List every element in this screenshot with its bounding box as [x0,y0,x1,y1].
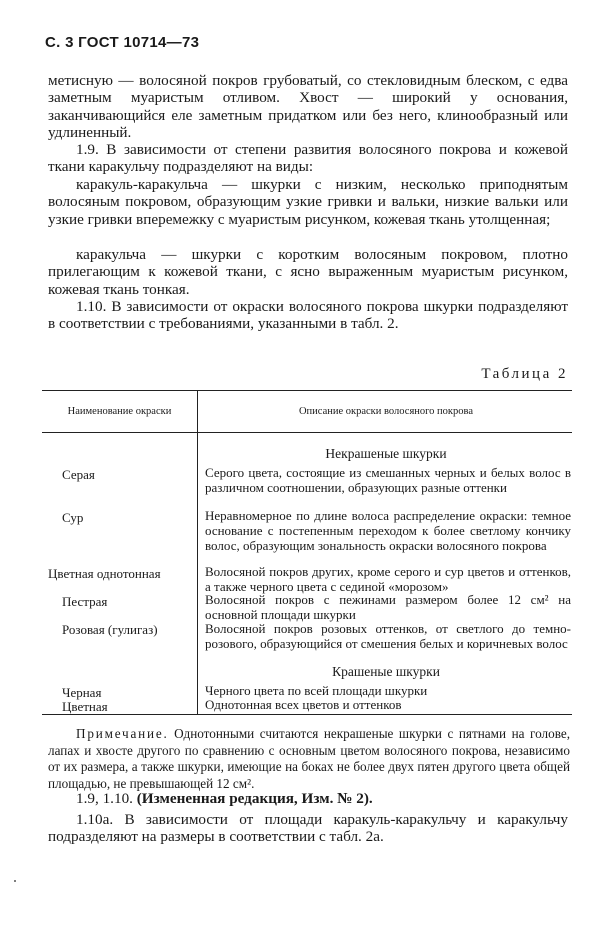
row-name-gray: Серая [62,467,95,482]
table-top-border [42,390,572,391]
column-header-color-description: Описание окраски волосяного покрова [298,405,474,417]
row-desc-colored: Однотонная всех цветов и оттенков [205,697,402,712]
table-column-divider [197,390,198,714]
paragraph-1-10: 1.10. В зависимости от окраски волосяного покрова шкурки подразделяют в соответствии с требованиями, указанными в табл. 2. [48,298,568,333]
row-desc-motley: Волосяной покров с пежинами размером более 12 см² на основной площади шкурки [205,592,571,623]
table-header-border [42,432,572,433]
paragraph-continuation: метисную — волосяной покров грубоватый, со стекловидным блеском, с едва заметным муаристым отливом. Хвост — широкий у основания, заканчивающийся еле заметным придатком или без него, клинообразный или удлиненный. [48,72,568,142]
row-name-black: Черная [62,685,102,700]
scan-speck [14,880,16,882]
table-title: Таблица 2 [481,366,568,382]
row-name-motley: Пестрая [62,594,108,609]
row-name-colored: Цветная [62,699,108,714]
row-name-sur: Сур [62,510,84,525]
row-name-pink: Розовая (гулигаз) [62,622,158,637]
paragraph-1-10a: 1.10а. В зависимости от площади каракуль-каракульчу и каракульчу подразделяют на размеры в соответствии с табл. 2а. [48,811,568,846]
paragraph-karakulcha: каракульча — шкурки с коротким волосяным покровом, плотно прилегающим к кожевой ткани, с ясно выраженным муаристым рисунком, кожевая ткань тонкая. [48,246,568,298]
amendment-line [48,790,568,807]
row-name-solid-color: Цветная однотонная [48,566,161,581]
column-header-color-name: Наименование окраски [67,405,172,417]
row-desc-pink: Волосяной покров розовых оттенков, от светлого до темно-розового, образующийся от смешения белых и коричневых волос [205,621,571,652]
row-desc-gray: Серого цвета, состоящие из смешанных черных и белых волос в различном соотношении, образующих разные оттенки [205,465,571,496]
amendment-text: (Измененная редакция, Изм. № 2). [136,790,373,807]
page-header: С. 3 ГОСТ 10714—73 [45,34,200,51]
table-bottom-border [42,714,572,715]
note-text: Однотонными считаются некрашеные шкурки с пятнами на голове, лапах и хвосте другого по сравнению с основным цветом волосяного покрова, независимо от их размера, а также шкурки, имеющие на боках не более двух пятен другого цвета общей площадью, не превышающей 12 см². [48,726,570,791]
amendment-ref: 1.9, 1.10. [76,790,133,807]
section-undyed-skins: Некрашеные шкурки [325,446,447,461]
paragraph-karakul-karakulcha: каракуль-каракульча — шкурки с низким, несколько приподнятым волосяным покровом, образующим узкие гривки и вальки, низкие вальки или узкие гривки вперемежку с муаристым рисунком, кожевая ткань утолщенная; [48,176,568,228]
section-dyed-skins: Крашеные шкурки [332,664,440,679]
table-note [48,726,570,792]
row-desc-black: Черного цвета по всей площади шкурки [205,683,428,698]
note-label: Примечание. [76,726,169,741]
row-desc-solid-color: Волосяной покров других, кроме серого и сур цветов и оттенков, а также черного цвета с сединой «морозом» [205,564,571,595]
row-desc-sur: Неравномерное по длине волоса распределение окраски: темное основание с постепенным переходом к более светлому кончику волос, образующим зональность окраски волосяного покрова [205,508,571,554]
paragraph-1-9: 1.9. В зависимости от степени развития волосяного покрова и кожевой ткани каракульчу подразделяют на виды: [48,141,568,176]
